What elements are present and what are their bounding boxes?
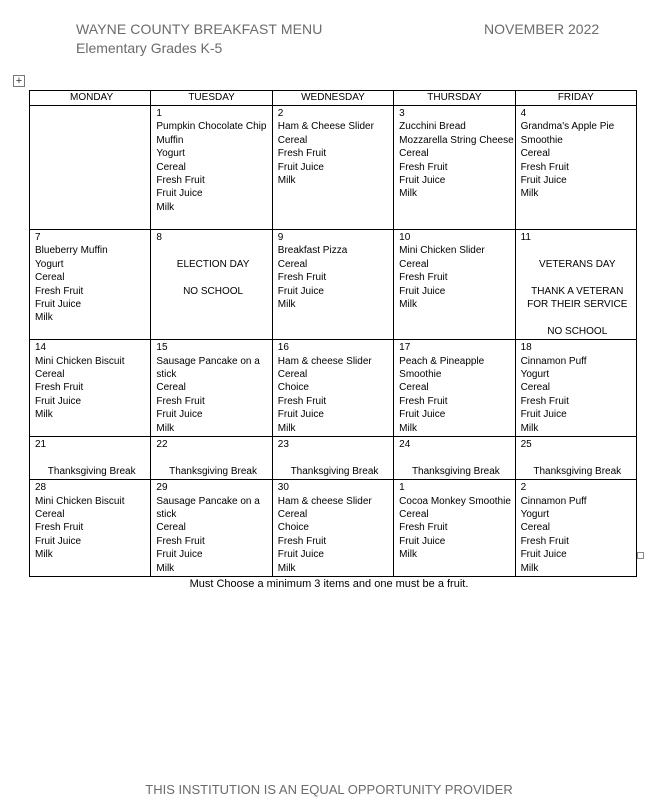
day-cell	[515, 230, 636, 340]
day-date: 17	[399, 342, 411, 354]
blank-line	[35, 451, 148, 464]
day-cell	[151, 106, 272, 230]
day-cell	[30, 480, 151, 577]
menu-subtitle: Elementary Grades K-5	[76, 40, 223, 56]
menu-item: Cereal	[156, 522, 186, 534]
menu-item: Fruit Juice	[277, 161, 324, 173]
menu-item: Smoothie	[399, 369, 442, 381]
menu-item: Mini Chicken Slider	[399, 245, 485, 257]
day-date: 30	[277, 482, 289, 494]
menu-item: Cereal	[277, 134, 308, 146]
day-date: 29	[156, 482, 168, 494]
equal-opportunity-footer: THIS INSTITUTION IS AN EQUAL OPPORTUNITY PROVIDER	[145, 782, 513, 797]
day-cell	[394, 106, 515, 230]
menu-item: Cereal	[35, 272, 65, 284]
menu-item: Milk	[520, 562, 539, 574]
blank-line	[521, 451, 634, 464]
day-date: 1	[399, 482, 405, 494]
menu-item: Cinnamon Puff	[520, 355, 587, 367]
menu-item: Muffin	[156, 134, 184, 146]
menu-item: Pumpkin Chocolate Chip	[156, 121, 267, 133]
menu-item: Cereal	[156, 382, 186, 394]
menu-item: Fresh Fruit	[156, 175, 205, 187]
day-date: 23	[277, 439, 289, 451]
menu-item: Fruit Juice	[520, 409, 567, 421]
menu-item: Milk	[277, 175, 296, 187]
day-date: 2	[277, 108, 284, 119]
menu-item: Fresh Fruit	[399, 522, 448, 534]
blank-line	[521, 271, 634, 284]
day-date: 4	[520, 108, 527, 119]
menu-item: Fresh Fruit	[35, 522, 84, 534]
menu-item: Sausage Pancake on a stick	[156, 355, 260, 381]
menu-item: Cereal	[156, 161, 186, 173]
table-resize-handle[interactable]	[637, 552, 644, 559]
menu-item: Cinnamon Puff	[520, 495, 587, 507]
day-cell	[30, 437, 151, 480]
menu-item: Yogurt	[520, 369, 550, 381]
menu-item: Sausage Pancake on a stick	[156, 495, 260, 521]
menu-item: Fruit Juice	[35, 395, 82, 407]
day-cell	[394, 437, 515, 480]
menu-item: Cereal	[520, 522, 551, 534]
menu-item: Yogurt	[35, 258, 64, 270]
menu-item: Cereal	[35, 369, 65, 381]
day-cell	[272, 106, 393, 230]
day-date: 8	[156, 232, 162, 243]
menu-item: Milk	[399, 299, 417, 311]
day-cell	[272, 480, 393, 577]
menu-item: Milk	[399, 549, 417, 561]
weekday-header: MONDAY	[30, 91, 151, 106]
menu-item: Fruit Juice	[520, 549, 567, 561]
day-cell	[30, 106, 151, 230]
menu-item: Grandma's Apple Pie	[520, 121, 615, 133]
menu-item: Smoothie	[520, 134, 563, 146]
day-cell	[151, 480, 272, 577]
blank-line	[399, 451, 512, 464]
menu-item: Fruit Juice	[35, 299, 82, 311]
day-date: 28	[35, 482, 47, 494]
menu-item: Milk	[35, 549, 53, 561]
table-move-handle-icon[interactable]: +	[13, 75, 25, 87]
day-date: 3	[399, 108, 405, 119]
menu-item: Fruit Juice	[399, 409, 446, 421]
day-notice: THANK A VETERAN	[531, 285, 624, 297]
menu-item: Fruit Juice	[277, 285, 324, 297]
day-cell	[515, 340, 636, 437]
day-date: 10	[399, 232, 411, 243]
day-date: 15	[156, 342, 168, 354]
week-row	[30, 230, 637, 340]
day-date: 9	[277, 232, 284, 243]
day-date: 24	[399, 439, 411, 451]
week-row	[30, 340, 637, 437]
week-row	[30, 480, 637, 577]
day-notice: Thanksgiving Break	[533, 465, 622, 477]
menu-item: Milk	[520, 422, 539, 434]
menu-month: NOVEMBER 2022	[484, 21, 600, 37]
breakfast-menu-table	[29, 90, 637, 577]
blank-line	[156, 271, 269, 284]
menu-item: Fresh Fruit	[35, 382, 84, 394]
menu-item: Fresh Fruit	[35, 285, 84, 297]
day-date: 1	[156, 108, 162, 119]
menu-item: Cereal	[277, 509, 308, 521]
day-cell	[515, 106, 636, 230]
menu-item: Milk	[156, 562, 175, 574]
day-date: 25	[520, 439, 532, 451]
day-date: 22	[156, 439, 168, 451]
menu-item: Milk	[35, 409, 53, 421]
menu-item: Fruit Juice	[277, 409, 324, 421]
blank-line	[521, 311, 634, 324]
menu-item: Ham & cheese Slider	[277, 355, 372, 367]
blank-line	[156, 451, 269, 464]
menu-item: Yogurt	[520, 509, 550, 521]
weekday-header: WEDNESDAY	[272, 91, 393, 106]
menu-item: Cocoa Monkey Smoothie	[399, 495, 511, 507]
menu-item: Fruit Juice	[35, 535, 82, 547]
day-cell	[151, 230, 272, 340]
day-notice: NO SCHOOL	[547, 325, 608, 337]
day-cell	[272, 340, 393, 437]
menu-item: Fresh Fruit	[277, 535, 327, 547]
menu-item: Fresh Fruit	[520, 161, 569, 173]
menu-title: WAYNE COUNTY BREAKFAST MENU	[76, 21, 323, 37]
blank-line	[156, 244, 269, 257]
menu-item: Milk	[156, 201, 175, 213]
menu-item: Milk	[35, 312, 53, 324]
day-notice: ELECTION DAY	[176, 258, 250, 270]
week-row	[30, 106, 637, 230]
menu-item: Mini Chicken Biscuit	[35, 495, 125, 507]
menu-item: Cereal	[399, 258, 429, 270]
menu-item: Zucchini Bread	[399, 121, 466, 133]
weekday-header: TUESDAY	[151, 91, 272, 106]
day-cell	[394, 340, 515, 437]
day-notice: Thanksgiving Break	[47, 465, 136, 477]
day-notice: Thanksgiving Break	[290, 465, 379, 477]
day-date: 14	[35, 342, 47, 354]
day-cell	[272, 230, 393, 340]
menu-item: Milk	[520, 188, 539, 200]
menu-item: Fruit Juice	[156, 409, 203, 421]
menu-item: Cereal	[520, 148, 551, 160]
day-cell	[151, 340, 272, 437]
week-row	[30, 437, 637, 480]
menu-item: Peach & Pineapple	[399, 355, 485, 367]
menu-item: Fruit Juice	[399, 535, 446, 547]
day-date: 11	[520, 232, 531, 243]
menu-item: Milk	[277, 562, 296, 574]
menu-item: Fresh Fruit	[277, 272, 327, 284]
menu-item: Fresh Fruit	[520, 535, 569, 547]
menu-item: Cereal	[520, 382, 551, 394]
menu-item: Yogurt	[156, 148, 185, 160]
menu-item: Mini Chicken Biscuit	[35, 355, 125, 367]
weekday-header: THURSDAY	[394, 91, 515, 106]
day-cell	[272, 437, 393, 480]
menu-item: Fresh Fruit	[277, 395, 327, 407]
menu-item: Fresh Fruit	[156, 395, 205, 407]
weekday-header: FRIDAY	[515, 91, 636, 106]
menu-item: Fruit Juice	[399, 175, 446, 187]
blank-line	[278, 451, 391, 464]
menu-item: Fresh Fruit	[156, 535, 205, 547]
day-cell	[30, 340, 151, 437]
day-notice: Thanksgiving Break	[411, 465, 500, 477]
day-cell	[515, 480, 636, 577]
menu-item: Milk	[399, 188, 417, 200]
menu-item: Milk	[399, 422, 417, 434]
menu-item: Milk	[277, 299, 296, 311]
weekday-header-row	[30, 91, 637, 106]
day-cell	[151, 437, 272, 480]
day-cell	[394, 480, 515, 577]
blank-line	[521, 244, 634, 257]
menu-item: Cereal	[35, 509, 65, 521]
menu-item: Breakfast Pizza	[277, 245, 348, 257]
menu-item: Blueberry Muffin	[35, 245, 108, 257]
menu-item: Fruit Juice	[156, 549, 203, 561]
day-cell	[515, 437, 636, 480]
menu-item: Cereal	[399, 148, 429, 160]
menu-item: Mozzarella String Cheese	[399, 134, 514, 146]
day-notice: NO SCHOOL	[183, 285, 244, 297]
menu-item: Fruit Juice	[277, 549, 324, 561]
menu-item: Fresh Fruit	[399, 161, 448, 173]
menu-item: Fresh Fruit	[399, 272, 448, 284]
day-date: 7	[35, 232, 41, 243]
menu-item: Fresh Fruit	[520, 395, 569, 407]
menu-item: Fruit Juice	[520, 175, 567, 187]
menu-item: Fresh Fruit	[277, 148, 327, 160]
menu-item: Choice	[277, 382, 309, 394]
day-notice: Thanksgiving Break	[169, 465, 257, 477]
day-date: 18	[520, 342, 532, 354]
selection-note: Must Choose a minimum 3 items and one must be a fruit.	[189, 578, 469, 590]
menu-item: Ham & Cheese Slider	[277, 121, 374, 133]
menu-item: Ham & cheese Slider	[277, 495, 372, 507]
menu-item: Milk	[277, 422, 296, 434]
menu-item: Choice	[277, 522, 309, 534]
day-notice: FOR THEIR SERVICE	[527, 299, 628, 310]
menu-item: Fresh Fruit	[399, 395, 448, 407]
menu-item: Cereal	[277, 258, 308, 270]
menu-item: Fruit Juice	[399, 285, 446, 297]
day-cell	[30, 230, 151, 340]
day-date: 21	[35, 439, 47, 451]
menu-item: Milk	[156, 422, 175, 434]
day-date: 2	[520, 482, 527, 494]
day-cell	[394, 230, 515, 340]
day-notice: VETERANS DAY	[539, 258, 616, 270]
day-date: 16	[277, 342, 289, 354]
menu-item: Cereal	[277, 369, 308, 381]
menu-item: Cereal	[399, 509, 429, 521]
menu-item: Fruit Juice	[156, 188, 203, 200]
menu-item: Cereal	[399, 382, 429, 394]
